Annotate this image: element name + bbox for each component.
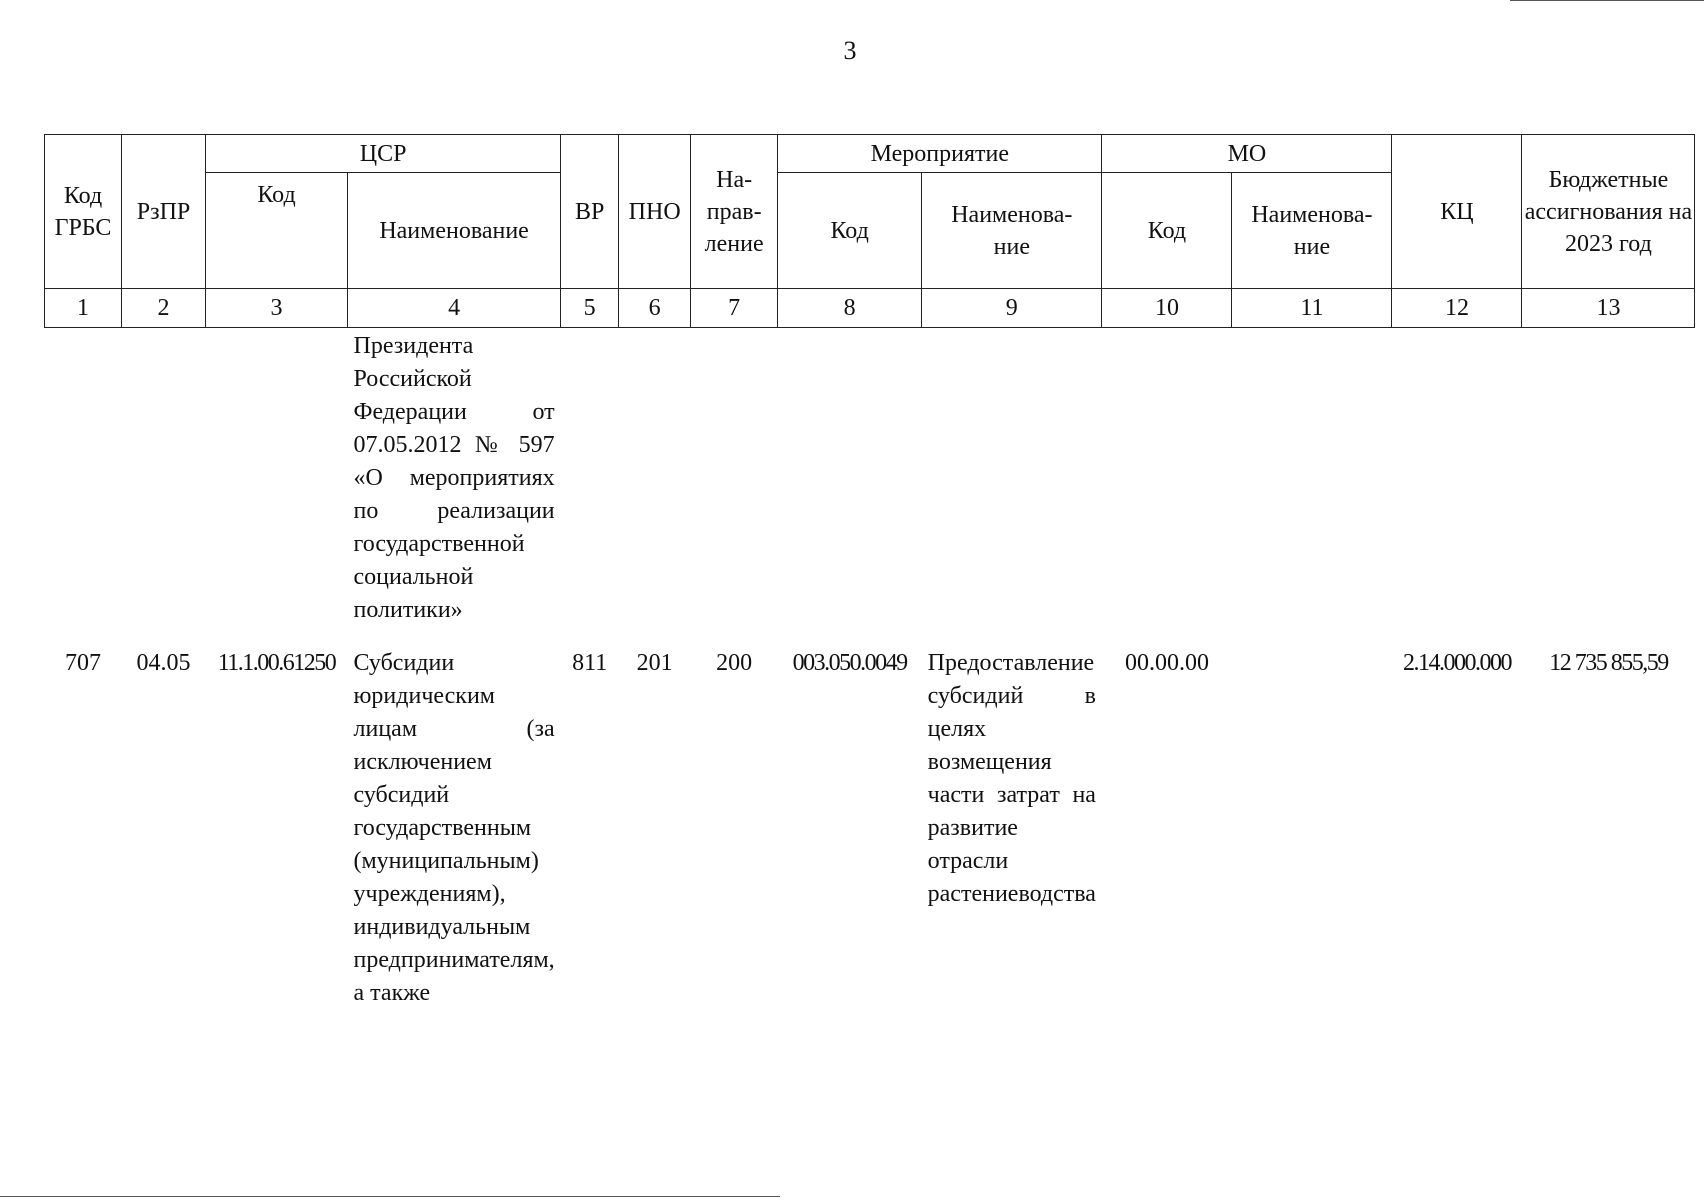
budget-table (44, 134, 1695, 1010)
column-number: 13 (1522, 289, 1695, 328)
header-meropriyatie: Мероприятие (778, 135, 1102, 173)
header-csr: ЦСР (206, 135, 561, 173)
column-number: 3 (206, 289, 348, 328)
bottom-rule (0, 1196, 780, 1197)
header-mer-kod: Код (778, 173, 922, 289)
cell-csr-kod: 11.1.00.61250 (217, 650, 336, 676)
header-csr-name: Наименование (348, 173, 561, 289)
top-right-rule (1510, 0, 1704, 1)
cell-csr-name: Субсидии юридическим лицам (за исключением субсидий государственным (муниципальным) учреждениям), индивидуальным предпринимателям, а также (353, 650, 555, 1006)
cell-mer-name: Предоставление субсидий в целях возмещения части затрат на развитие отрасли растениеводства (927, 650, 1096, 907)
cell-napravlenie: 200 (716, 650, 753, 676)
column-number: 1 (45, 289, 122, 328)
column-number: 10 (1102, 289, 1232, 328)
cell-pno: 201 (636, 650, 673, 676)
continuation-text: Президента Российской Федерации от 07.05.2012 № 597 «О мероприятиях по реализации государственной социальной политики» (353, 333, 555, 623)
header-kod-grbs: Код ГРБС (45, 135, 122, 289)
header-budget: Бюджетные ассигнования на 2023 год (1522, 135, 1695, 289)
cell-rzpr: 04.05 (136, 650, 191, 676)
cell-budget: 12 735 855,59 (1549, 650, 1668, 676)
table-row (45, 647, 1695, 1010)
cell-mo-name (1232, 647, 1392, 1010)
column-number: 9 (922, 289, 1102, 328)
header-mer-name: Наименова- ние (922, 173, 1102, 289)
column-number: 2 (122, 289, 206, 328)
header-mo: МО (1102, 135, 1392, 173)
header-vr: ВР (561, 135, 619, 289)
column-number: 8 (778, 289, 922, 328)
page-number: 3 (843, 36, 857, 65)
header-rzpr: РзПР (122, 135, 206, 289)
cell-mo-kod: 00.00.00 (1124, 650, 1209, 676)
cell-kc: 2.14.000.000 (1402, 650, 1511, 676)
cell-vr: 811 (572, 650, 608, 676)
column-number: 7 (691, 289, 778, 328)
header-csr-kod: Код (206, 173, 348, 289)
column-number: 12 (1392, 289, 1522, 328)
column-number: 5 (561, 289, 619, 328)
cell-kod-grbs: 707 (65, 650, 101, 676)
header-napravlenie: На- прав- ление (691, 135, 778, 289)
cell-mer-kod: 003.050.0049 (792, 650, 907, 676)
header-mo-name: Наименова- ние (1232, 173, 1392, 289)
column-number: 11 (1232, 289, 1392, 328)
header-pno: ПНО (619, 135, 691, 289)
column-number: 6 (619, 289, 691, 328)
header-mo-kod: Код (1102, 173, 1232, 289)
column-number: 4 (348, 289, 561, 328)
table-row-continuation (45, 328, 1695, 648)
header-kc: КЦ (1392, 135, 1522, 289)
column-number-row (45, 289, 1695, 328)
